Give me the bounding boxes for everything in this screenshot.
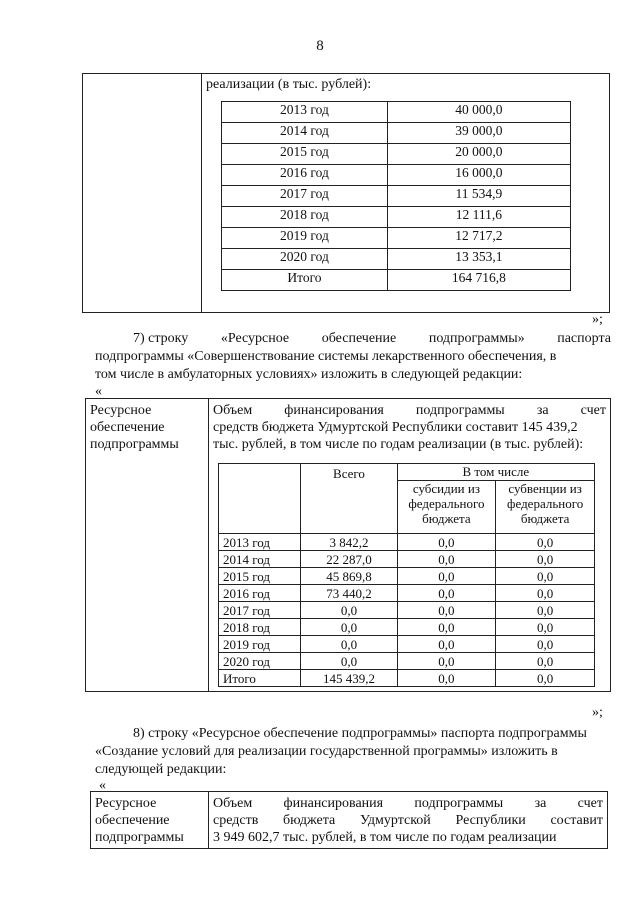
sub2-cell: 0,0 (496, 619, 595, 636)
table-2 (85, 398, 611, 692)
table-2-text-line-1 (209, 399, 610, 419)
sub2-cell: 0,0 (496, 636, 595, 653)
table-row (222, 249, 571, 270)
table-1-header: реализации (в тыс. рублей): (206, 77, 372, 92)
total-cell: 145 439,2 (301, 670, 397, 687)
table-3-text-line-1 (213, 795, 603, 812)
table-row (219, 636, 595, 653)
header-line: бюджета (520, 511, 570, 526)
word: финансирования (283, 796, 384, 811)
sub2-cell: 0,0 (496, 670, 595, 687)
table-row (219, 568, 595, 585)
word: составит (550, 813, 603, 828)
value-cell: 164 716,8 (387, 270, 570, 291)
table-row (222, 102, 571, 123)
header-line: субсидии из (412, 481, 480, 496)
table-2-text-line-2: средств бюджета Удмуртской Республики составит 145 439,2 (213, 420, 578, 435)
total-cell: 22 287,0 (301, 551, 397, 568)
year-cell: 2019 год (222, 228, 388, 249)
word: Республики (455, 813, 526, 828)
empty-header-cell (219, 464, 301, 534)
value-cell: 16 000,0 (387, 165, 570, 186)
table-2-closing: »; (592, 705, 603, 720)
table-2-text-line-3: тыс. рублей, в том числе по годам реализации (в тыс. рублей): (213, 437, 584, 452)
table-row (219, 585, 595, 602)
word: за (534, 796, 547, 811)
word: счет (580, 403, 606, 418)
col-total-header: Всего (301, 464, 397, 534)
year-cell: 2018 год (219, 619, 301, 636)
word: подпрограммы (415, 403, 505, 418)
year-cell: 2015 год (222, 144, 388, 165)
table-row (219, 670, 595, 687)
header-line: федерального (408, 496, 485, 511)
value-cell: 12 717,2 (387, 228, 570, 249)
sub1-cell: 0,0 (397, 619, 496, 636)
header-line: субвенции из (508, 481, 582, 496)
page-number: 8 (316, 38, 324, 54)
year-cell: 2020 год (222, 249, 388, 270)
para-7-word: обеспечение (321, 331, 397, 346)
sub1-cell: 0,0 (397, 551, 496, 568)
table-row (222, 186, 571, 207)
table-row (219, 551, 595, 568)
word: за (536, 403, 549, 418)
table-1-closing: »; (592, 312, 603, 327)
total-cell: 0,0 (301, 653, 397, 670)
para-7-word: паспорта (557, 331, 611, 346)
year-cell: 2016 год (222, 165, 388, 186)
sub2-cell: 0,0 (496, 653, 595, 670)
table-row (219, 619, 595, 636)
table-row (222, 144, 571, 165)
col-sub2-header (496, 481, 595, 534)
table-2-left-cell (86, 399, 209, 692)
table-row (219, 534, 595, 551)
label-line: обеспечение (90, 420, 165, 435)
table-row (222, 207, 571, 228)
year-cell: 2019 год (219, 636, 301, 653)
year-cell: 2014 год (222, 123, 388, 144)
year-cell: Итого (219, 670, 301, 687)
year-cell: 2017 год (222, 186, 388, 207)
total-cell: 0,0 (301, 619, 397, 636)
value-cell: 11 534,9 (387, 186, 570, 207)
year-cell: 2015 год (219, 568, 301, 585)
table-row (222, 123, 571, 144)
word: Объем (213, 796, 253, 811)
year-cell: 2014 год (219, 551, 301, 568)
table-3-left-cell (91, 792, 209, 849)
para-7-line-3: том числе в амбулаторных условиях» изложить в следующей редакции: (95, 367, 523, 382)
label-line: подпрограммы (95, 830, 184, 845)
para-7-open-quote: « (95, 384, 102, 399)
word: средств (213, 813, 259, 828)
total-cell: 73 440,2 (301, 585, 397, 602)
total-cell: 0,0 (301, 602, 397, 619)
label-line: обеспечение (95, 813, 170, 828)
header-line: бюджета (422, 511, 471, 526)
word: подпрограммы (414, 796, 504, 811)
sub1-cell: 0,0 (397, 568, 496, 585)
table-1 (82, 73, 610, 313)
sub2-cell: 0,0 (496, 568, 595, 585)
table-1-right-cell (202, 74, 610, 313)
label-line: Ресурсное (90, 403, 152, 418)
sub2-cell: 0,0 (496, 585, 595, 602)
para-7-word: 7) строку (133, 331, 189, 346)
total-cell: 45 869,8 (301, 568, 397, 585)
table-3 (90, 791, 608, 849)
table-2-right-cell (209, 399, 611, 692)
para-7-word: подпрограммы» (428, 331, 525, 346)
sub1-cell: 0,0 (397, 636, 496, 653)
word: счет (577, 796, 603, 811)
table-row (222, 228, 571, 249)
word: Объем (213, 403, 253, 418)
word: финансирования (284, 403, 384, 418)
year-cell: 2013 год (222, 102, 388, 123)
year-cell: 2017 год (219, 602, 301, 619)
value-cell: 40 000,0 (387, 102, 570, 123)
total-cell: 0,0 (301, 636, 397, 653)
year-cell: 2020 год (219, 653, 301, 670)
sub1-cell: 0,0 (397, 602, 496, 619)
total-cell: 3 842,2 (301, 534, 397, 551)
sub2-cell: 0,0 (496, 534, 595, 551)
sub1-cell: 0,0 (397, 585, 496, 602)
year-cell: Итого (222, 270, 388, 291)
year-cell: 2016 год (219, 585, 301, 602)
word: бюджета (283, 813, 336, 828)
value-cell: 12 111,6 (387, 207, 570, 228)
table-2-years (218, 463, 595, 687)
word: Удмуртской (359, 813, 431, 828)
col-group-header: В том числе (397, 464, 594, 481)
para-7-word: «Ресурсное (220, 331, 290, 346)
value-cell: 39 000,0 (387, 123, 570, 144)
sub1-cell: 0,0 (397, 534, 496, 551)
table-3-text-line-2 (213, 812, 603, 829)
label-line: Ресурсное (95, 796, 157, 811)
para-8-line-3: следующей редакции: (95, 762, 227, 777)
col-sub1-header (397, 481, 496, 534)
para-8-open-quote: « (99, 778, 106, 793)
table-row (219, 602, 595, 619)
value-cell: 20 000,0 (387, 144, 570, 165)
sub1-cell: 0,0 (397, 653, 496, 670)
sub2-cell: 0,0 (496, 551, 595, 568)
sub2-cell: 0,0 (496, 602, 595, 619)
table-row (222, 165, 571, 186)
table-3-right-cell (209, 792, 608, 849)
table-1-left-cell (83, 74, 202, 313)
value-cell: 13 353,1 (387, 249, 570, 270)
para-8-line-1: 8) строку «Ресурсное обеспечение подпрограммы» паспорта подпрограммы (133, 726, 587, 741)
sub1-cell: 0,0 (397, 670, 496, 687)
para-8-line-2: «Создание условий для реализации государственной программы» изложить в (95, 744, 558, 759)
para-7-line-1 (133, 330, 611, 347)
table-row (222, 270, 571, 291)
year-cell: 2013 год (219, 534, 301, 551)
table-1-years (221, 101, 571, 291)
year-cell: 2018 год (222, 207, 388, 228)
label-line: подпрограммы (90, 437, 179, 452)
para-7-line-2: подпрограммы «Совершенствование системы лекарственного обеспечения, в (95, 349, 557, 364)
table-3-text-line-3: 3 949 602,7 тыс. рублей, в том числе по годам реализации (213, 830, 557, 845)
table-row (219, 653, 595, 670)
header-line: федерального (507, 496, 584, 511)
